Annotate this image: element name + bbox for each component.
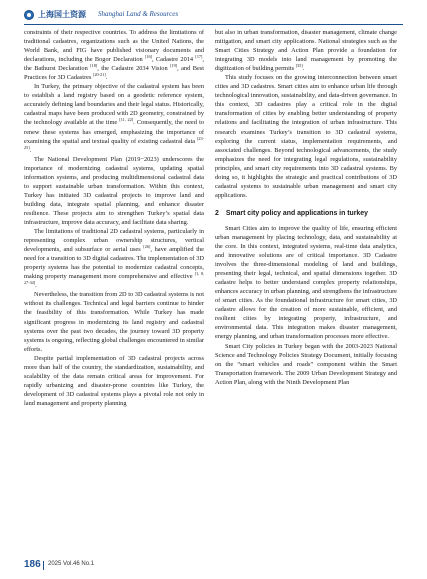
- citation: [35]: [295, 63, 303, 69]
- citation: [20-21]: [93, 72, 106, 78]
- section-number: 2: [215, 209, 219, 217]
- paragraph: Smart Cities aim to improve the quality of life, ensuring efficient urban management by placing technology, data, and sustainability at the core. In this context, integrated systems, real-time data analytics, and innovative solutions are of critical importance. 3D Cadastre involves the three-dimensional modeling of land and buildings, presenting their legal, technical, and spatial dimensions together. 3D cadastre helps to better understand complex property relationships, enhances accuracy in urban planning, and strengthens the infrastructure of smart cities. As the foundational infrastructure for smart cities, 3D cadastre allows for the creation of more sustainable, efficient, and resilient cities by integrating property, infrastructure, and environmental data. This integration makes disaster management, energy planning, and urban transformation processes more effective.: [215, 224, 397, 341]
- paragraph: Smart City policies in Turkey began with the 2003-2023 National Science and Technology Policies Strategy Document, initially focusing on the “smart vehicles and roads” component within the Smart Transportation framework. The 2009 Urban Development Strategy and Action Plan, along with the Ninth Development Plan: [215, 342, 397, 386]
- right-column: [215, 28, 397, 387]
- header-divider: [24, 24, 403, 25]
- paragraph: Despite partial implementation of 3D cadastral projects across more than half of the country, the standardization, sustainability, and scalability of the data remain critical areas for improvement. For rapidly urbanizing and disaster-prone countries like Turkey, the development of 3D cadastral systems plays a pivotal role not only in land management and property planning: [24, 354, 204, 407]
- paragraph: but also in urban transformation, disaster management, climate change mitigation, and smart city applications. National strategies such as the Smart Cities Strategy and Action Plan provide a foundation for integrating 3D models into land management by promoting the digitization of building permits [35].: [215, 29, 397, 73]
- paragraph: constraints of their respective countries. To address the limitations of traditional cadastres, organizations such as the United Nations, the World Bank, and FIG have published visionary documents and declarations, including the Bogor Declaration [16], Cadastre 2014 [17], the Bathurst Declaration [18], the Cadastre 2034 Vision [19], and Best Practices for 3D Cadastres [20-21].: [24, 29, 205, 82]
- page-header: [24, 6, 403, 26]
- page-footer: [24, 559, 184, 573]
- citation: [1, 8, 27-34]: [24, 271, 204, 286]
- journal-logo-icon: [24, 10, 34, 20]
- citation: [11, 22]: [119, 117, 134, 123]
- journal-name-english: Shanghai Land & Resources: [98, 10, 179, 18]
- paragraph: The National Development Plan (2019−2023) underscores the importance of modernizing cadastral systems, updating spatial information systems, and producing multidimensional cadastral data to support sustainable urban transformation. Within this context, Turkey has initiated 3D cadastral projects to improve land and building data, integrate spatial planning, and enhance disaster resilience. These projects aim to strengthen Turkey’s spatial data infrastructure, improve data accuracy, and facilitate data sharing.: [24, 155, 204, 226]
- paragraph: This study focuses on the growing interconnection between smart cities and 3D cadastres. Smart cities aim to enhance urban life through technological innovation, sustainability, and data-driven governance. In this context, 3D cadastres play a critical role in the digital transformation of cities by enabling better understanding of property relations and facilitating the integration of urban infrastructure. This research examines Turkey’s transition to 3D cadastral systems, exploring the current status, implementation requirements, and associated challenges. Beyond technological advancements, the study emphasizes the need for integrating legal regulations, sustainability principles, and smart city requirements into 3D cadastral systems. By doing so, it highlights the strategic and practical contributions of 3D cadastral systems to sustainable urban management and smart city applications.: [215, 74, 397, 199]
- paragraph: In Turkey, the primary objective of the cadastral system has been to establish a land registry based on a geodetic reference system, accurately defining land boundaries and their legal status. Historically, cadastral maps have been produced with 2D geometry, constrained by the technology available at the time [11, 22]. Consequently, the need to renew these systems has emerged, emphasizing the importance of examining the spatial and textual quality of existing cadastral data [23-25].: [24, 83, 205, 154]
- footer-divider: [43, 561, 44, 570]
- citation: [26]: [143, 244, 151, 250]
- page-number: 186: [24, 559, 41, 570]
- journal-issue-info: 2025 Vol.46 No.1: [48, 561, 95, 567]
- citation: [19]: [170, 63, 178, 69]
- journal-name-chinese: 上海国土资源: [38, 10, 86, 19]
- section-title: Smart city policy and applications in turkey: [225, 209, 368, 217]
- citation: [18]: [90, 63, 98, 69]
- paragraph: Nevertheless, the transition from 2D to 3D cadastral systems is not without its challenges. Technical and legal barriers continue to hinder the feasibility of this transformation. While Turkey has made significant progress in modernizing its land registry and cadastral systems over the past two decades, the journey toward 3D property systems is ongoing, reflecting global challenges encountered in similar efforts.: [24, 291, 204, 353]
- section-heading: [215, 209, 397, 218]
- left-column: [24, 28, 204, 408]
- paragraph: The limitations of traditional 2D cadastral systems, particularly in representing complex urban ownership structures, vertical developments, and subsurface or aerial uses [26], have amplified the need for a transition to 3D digital cadastres. The implementation of 3D property systems has the potential to modernize cadastral concepts, making property management more comprehensive and effective [1, 8, 27-34].: [24, 228, 204, 290]
- citation: [16]: [145, 54, 152, 60]
- citation: [23-25]: [24, 135, 204, 150]
- citation: [17]: [195, 54, 203, 60]
